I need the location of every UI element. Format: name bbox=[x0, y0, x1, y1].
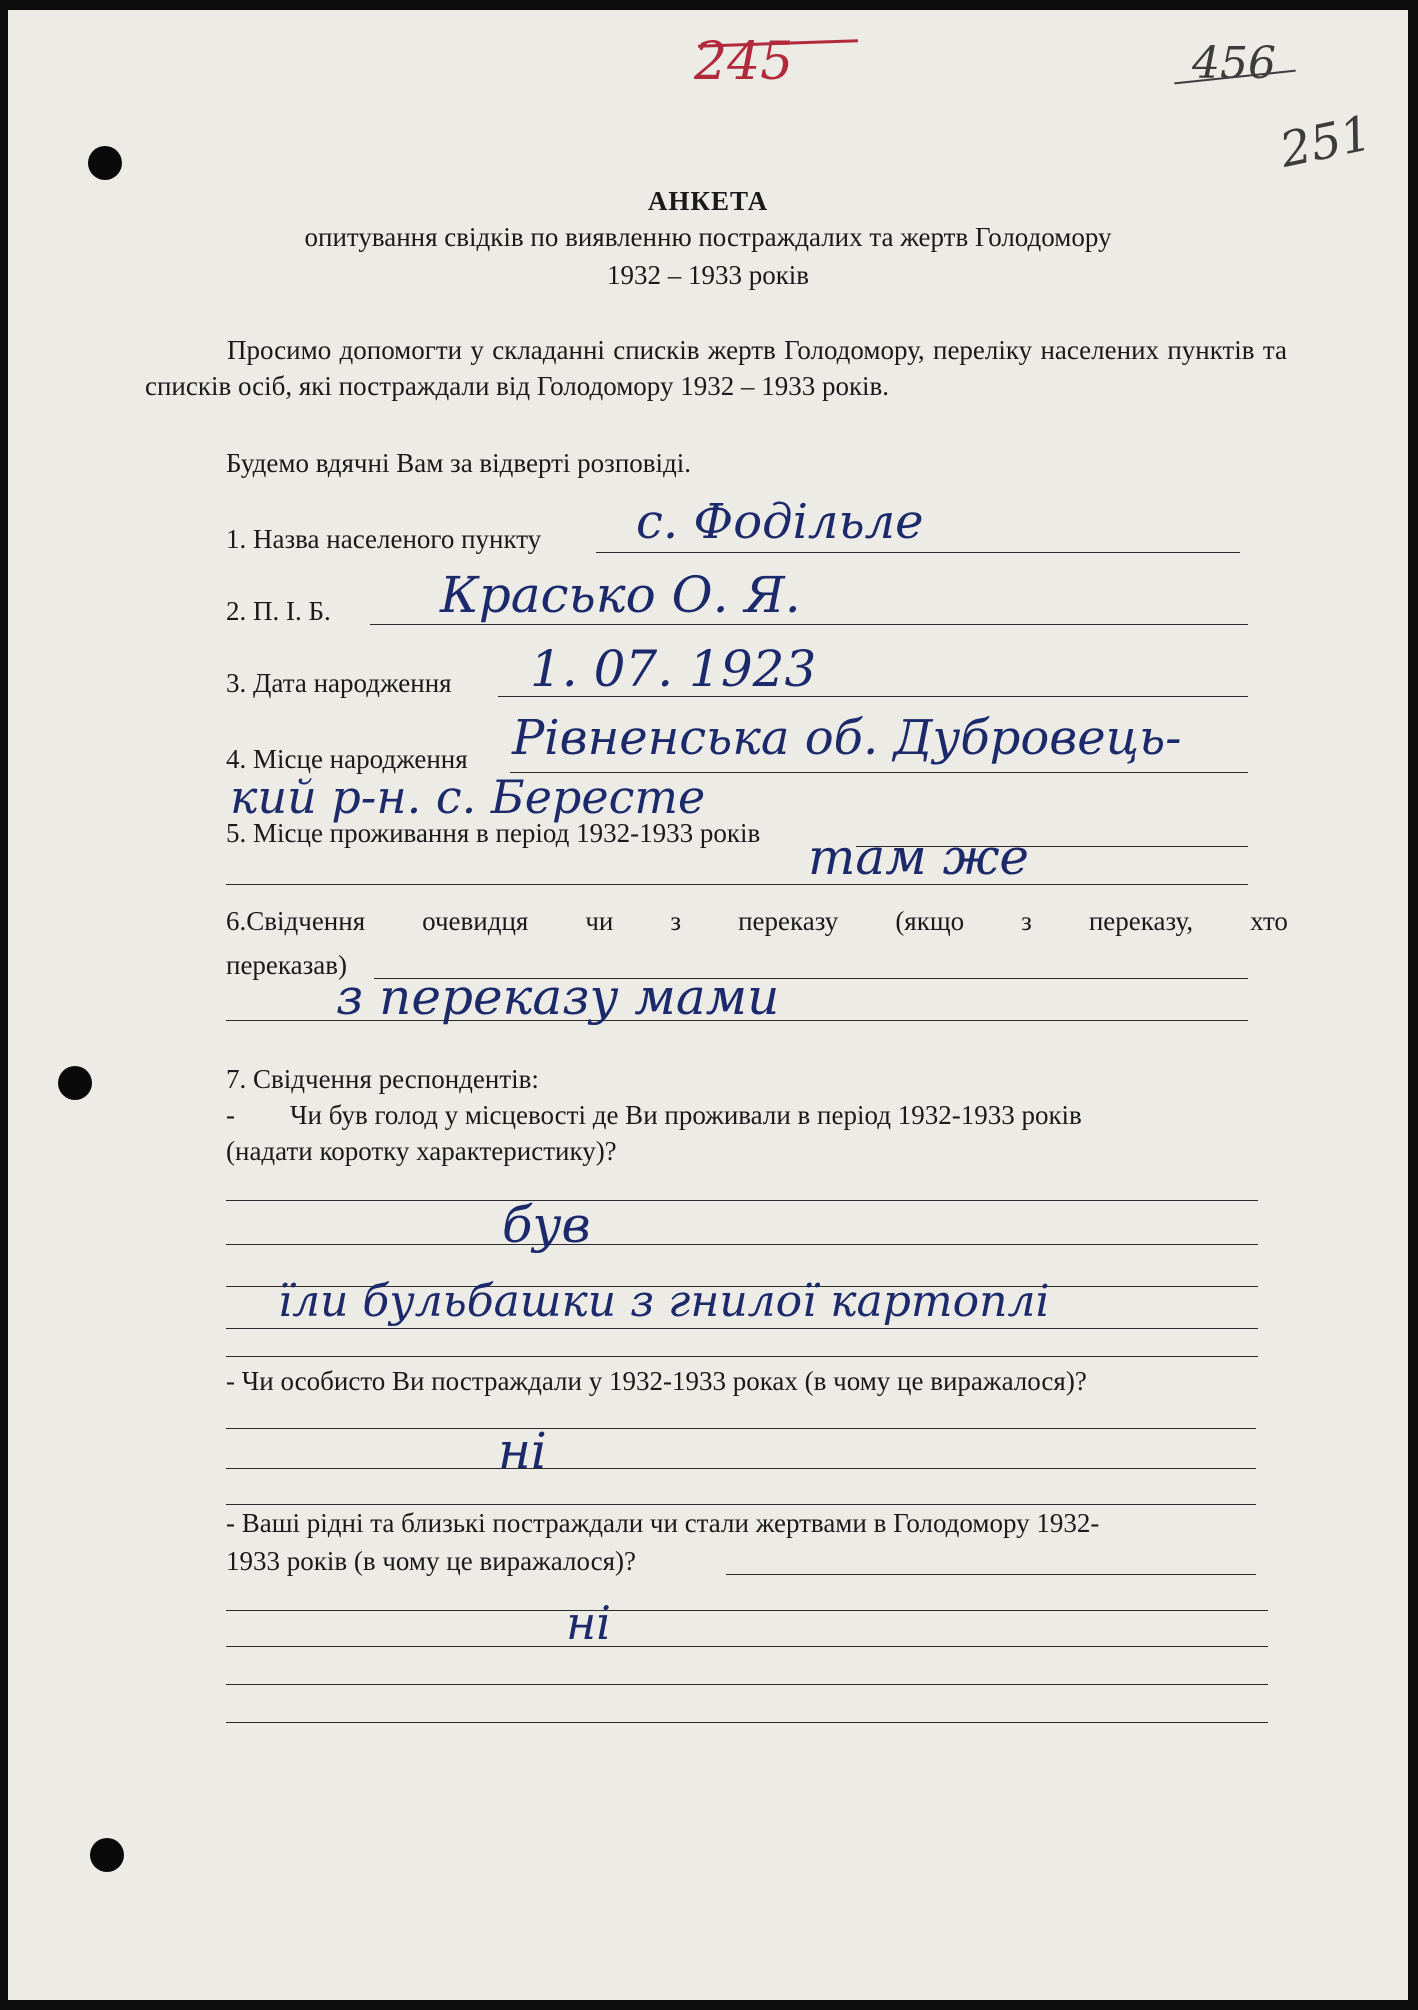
q7b-line-b bbox=[226, 1468, 1256, 1469]
q5-line-2 bbox=[226, 884, 1248, 885]
q7a-dash: - bbox=[226, 1100, 235, 1130]
q7a-answer-line1: був bbox=[502, 1196, 591, 1254]
form-title: АНКЕТА bbox=[647, 186, 769, 216]
q5-label: 5. Місце проживання в період 1932-1933 років bbox=[226, 818, 761, 848]
q7a-line-e bbox=[226, 1356, 1258, 1357]
red-archive-number: 245 bbox=[694, 32, 794, 92]
q4-label: 4. Місце народження bbox=[226, 744, 468, 774]
section7-heading: 7. Свідчення респондентів: bbox=[226, 1064, 539, 1094]
q7c-line-c bbox=[226, 1646, 1268, 1647]
q7a-line1: Чи був голод у місцевості де Ви проживали в період 1932-1933 років bbox=[290, 1100, 1082, 1130]
punch-hole-bottom bbox=[90, 1838, 124, 1872]
q6-label-line1 bbox=[226, 906, 1288, 937]
q6-answer: з переказу мами bbox=[336, 968, 780, 1026]
q7c-line-d bbox=[226, 1684, 1268, 1685]
punch-hole-middle bbox=[58, 1066, 92, 1100]
pencil-old-number: 456 bbox=[1192, 38, 1276, 89]
form-years: 1932 – 1933 років bbox=[606, 260, 810, 290]
q7c-answer: ні bbox=[566, 1596, 612, 1650]
q7a-answer-line2: їли бульбашки з гнилої картоплі bbox=[278, 1276, 1050, 1327]
q2-answer: Красько О. Я. bbox=[440, 566, 801, 624]
q4-answer-line1: Рівненська об. Дубровець- bbox=[512, 710, 1182, 766]
form-subtitle: опитування свідків по виявленню постраждалих та жертв Голодомору bbox=[304, 222, 1112, 252]
q6-word: 6.Свідчення bbox=[226, 906, 366, 936]
q7a-line-b bbox=[226, 1244, 1258, 1245]
q7c-line2: 1933 років (в чому це виражалося)? bbox=[226, 1546, 637, 1576]
q3-label: 3. Дата народження bbox=[226, 668, 452, 698]
questionnaire-page bbox=[8, 10, 1408, 2000]
q1-label: 1. Назва населеного пункту bbox=[226, 524, 542, 554]
q7a-line-d bbox=[226, 1328, 1258, 1329]
q7b-line-c bbox=[226, 1504, 1256, 1505]
q1-line bbox=[596, 552, 1240, 553]
q7c-line-a bbox=[726, 1574, 1256, 1575]
q5-answer: там же bbox=[808, 828, 1029, 886]
q6-word: з bbox=[670, 906, 682, 936]
q7b-answer: ні bbox=[498, 1422, 547, 1480]
q6-word: з bbox=[1021, 906, 1032, 936]
q2-label: 2. П. І. Б. bbox=[226, 596, 331, 626]
q6-word: чи bbox=[585, 906, 614, 936]
q4-answer-line2: кий р-н. с. Бересте bbox=[230, 770, 706, 824]
q7c-line-b bbox=[226, 1610, 1268, 1611]
q6-word: очевидця bbox=[422, 906, 529, 936]
punch-hole-top bbox=[88, 146, 122, 180]
q7a-line-a bbox=[226, 1200, 1258, 1201]
q3-answer: 1. 07. 1923 bbox=[530, 640, 817, 698]
q7c-line-e bbox=[226, 1722, 1268, 1723]
q7b-line-a bbox=[226, 1428, 1256, 1429]
intro-paragraph-text: Просимо допомогти у складанні списків жертв Голодомору, переліку населених пунктів та списків осіб, які постраждали від Голодомору 1932 – 1933 років. bbox=[145, 335, 1287, 401]
q7c-line1: - Ваші рідні та близькі постраждали чи стали жертвами в Голодомору 1932- bbox=[226, 1508, 1100, 1538]
q2-line bbox=[370, 624, 1248, 625]
q6-word: переказу bbox=[738, 906, 839, 936]
pencil-page-number: 251 bbox=[1275, 105, 1377, 179]
q1-answer: с. Фодільле bbox=[636, 494, 924, 550]
q6-label-line2: переказав) bbox=[226, 950, 347, 980]
q6-word: переказу, bbox=[1088, 906, 1194, 936]
q6-word: (якщо bbox=[895, 906, 965, 936]
q6-word: хто bbox=[1250, 906, 1288, 936]
thanks-text: Будемо вдячні Вам за відверті розповіді. bbox=[226, 448, 692, 478]
q7b-question: - Чи особисто Ви постраждали у 1932-1933 роках (в чому це виражалося)? bbox=[226, 1366, 1087, 1396]
intro-paragraph bbox=[145, 332, 1287, 404]
q7a-line2: (надати коротку характеристику)? bbox=[226, 1136, 617, 1166]
